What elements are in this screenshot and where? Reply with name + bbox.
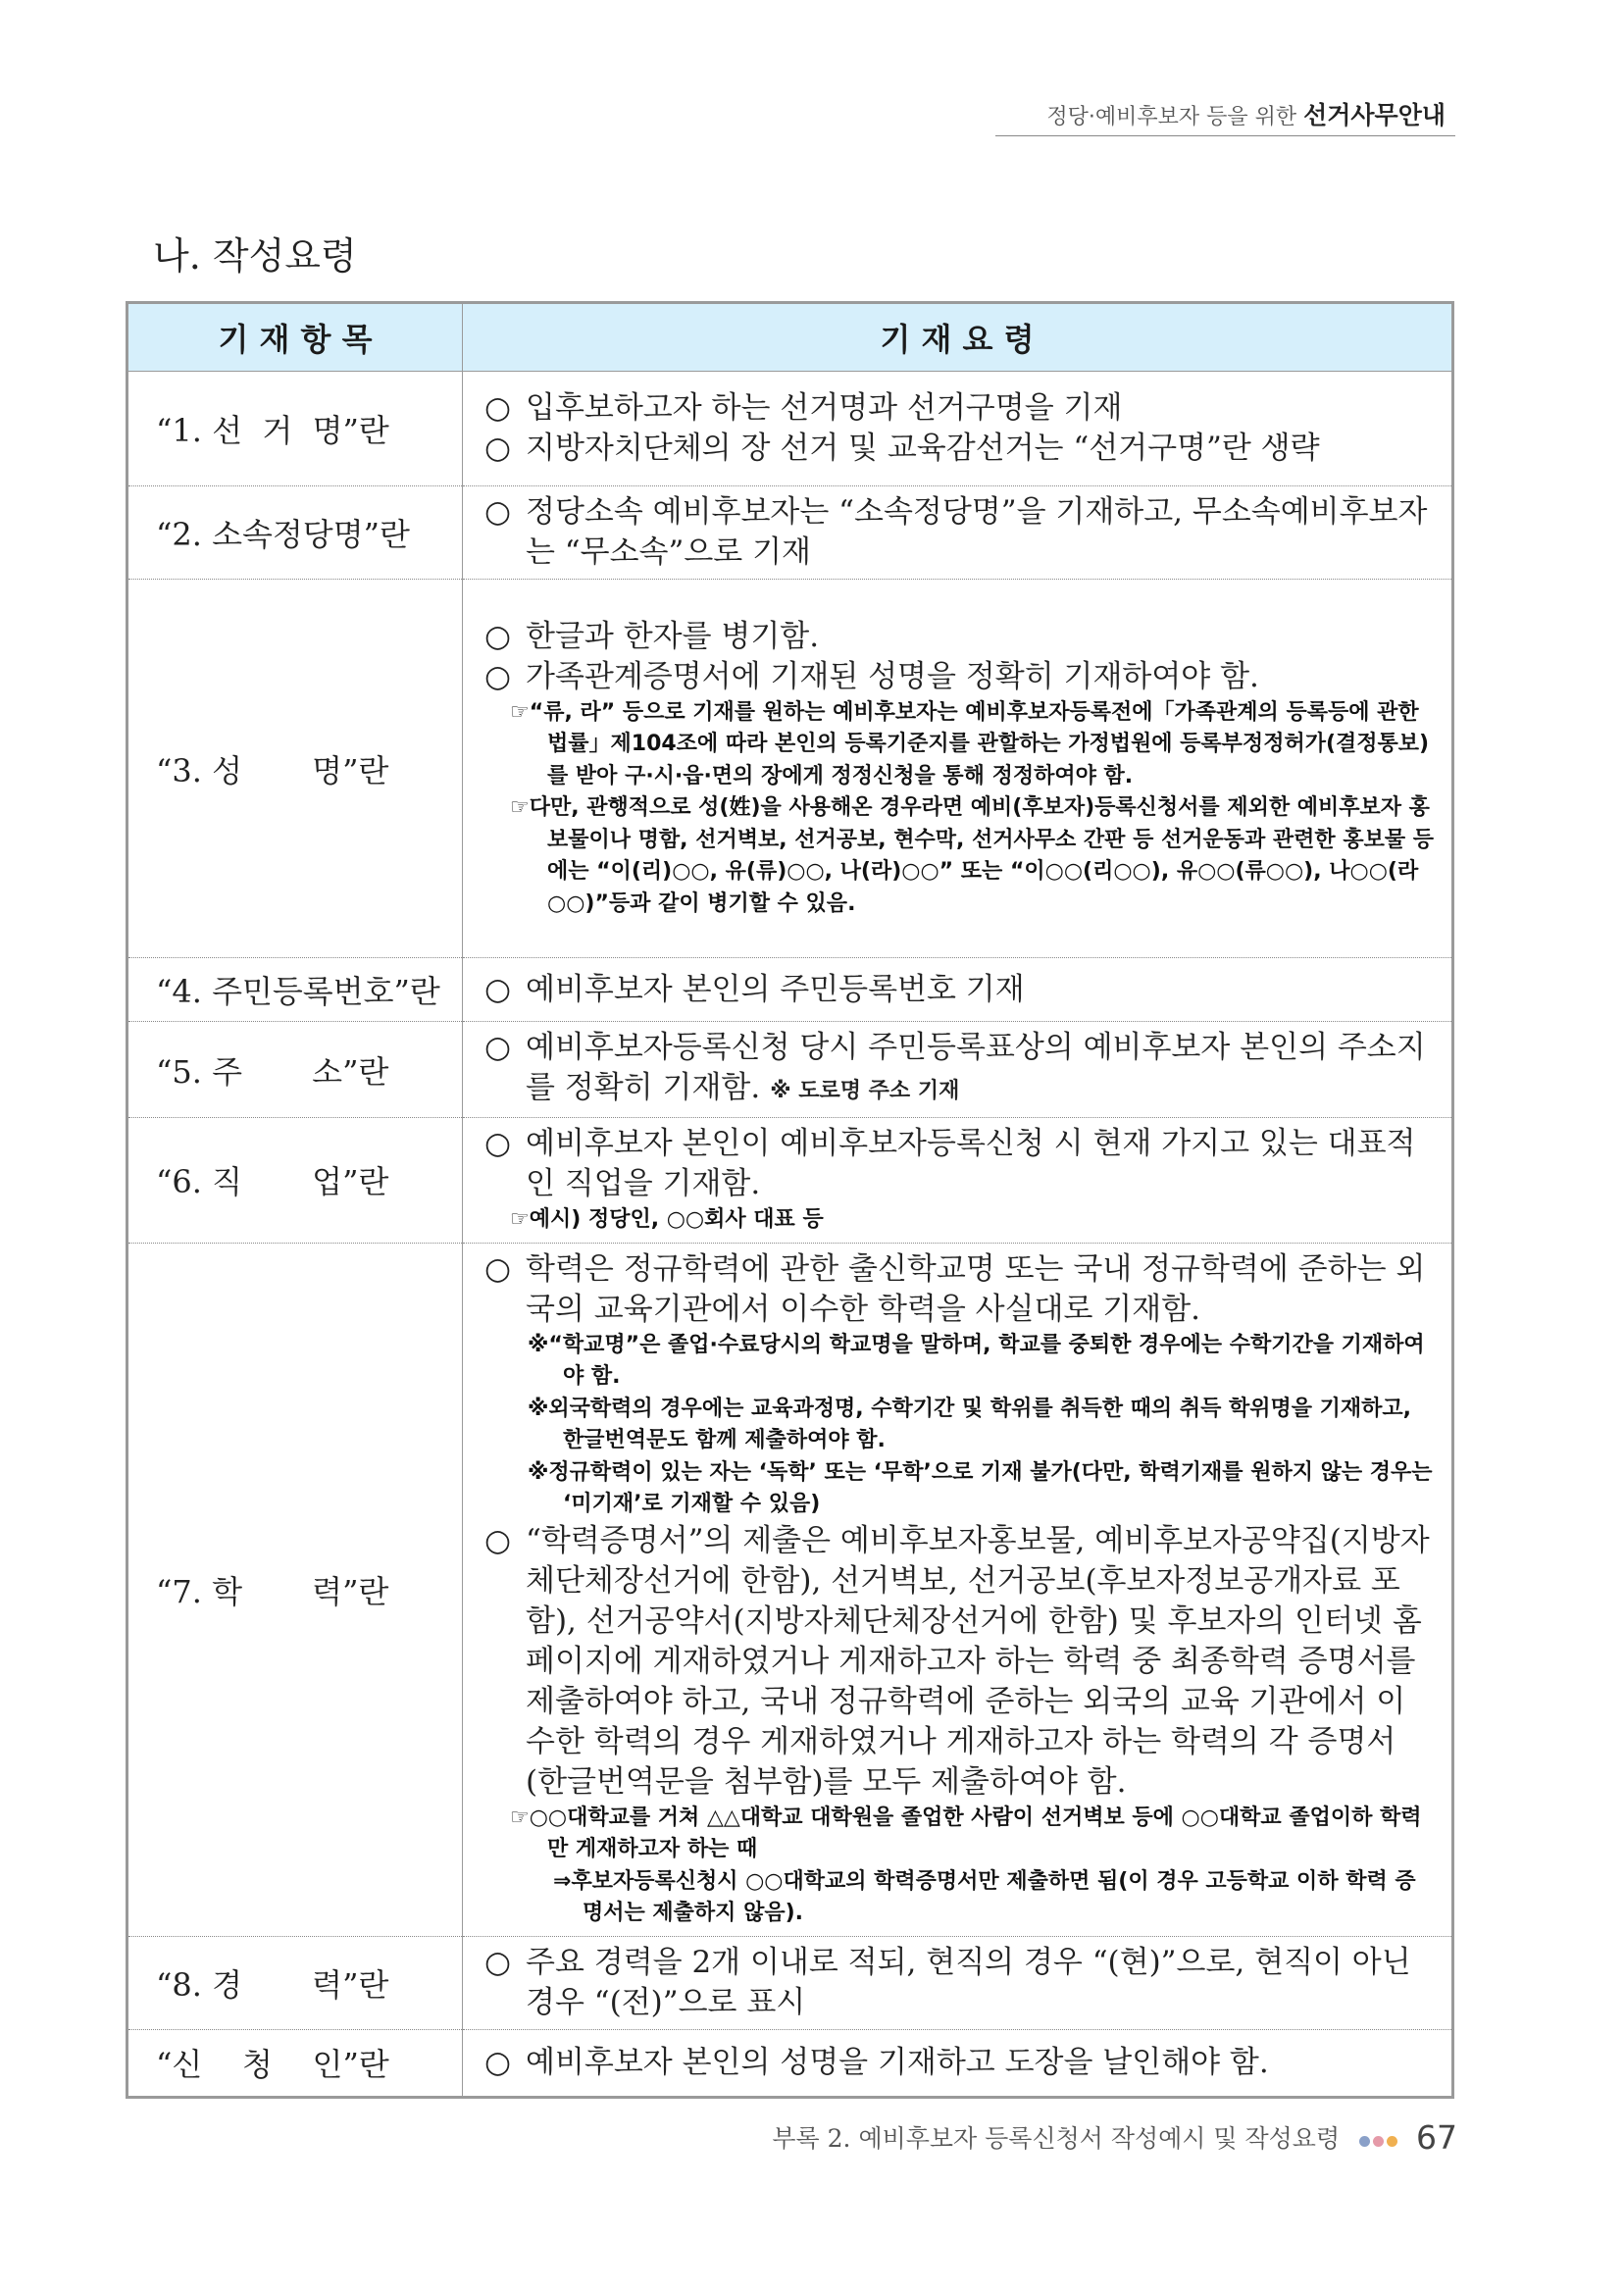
item-label: “3. 성 명”란 [127, 580, 463, 958]
bullet-line [484, 657, 1434, 697]
table-row [127, 1243, 1453, 1936]
guideline-cell [463, 958, 1453, 1022]
example-note [484, 697, 1434, 793]
bullet-line [484, 970, 1434, 1010]
bullet-marker: ○ [484, 494, 512, 530]
line-text: 예시) 정당인, ○○회사 대표 등 [529, 1207, 824, 1232]
line-text: “학교명”은 졸업·수료당시의 학교명을 말하며, 학교를 중퇴한 경우에는 수학기간을 기재하여야 함. [548, 1332, 1425, 1389]
section-title: 나. 작성요령 [153, 234, 357, 278]
footer-text: 부록 2. 예비후보자 등록신청서 작성예시 및 작성요령 [772, 2124, 1341, 2153]
reference-note [484, 1457, 1434, 1521]
line-text: “류, 라” 등으로 기재를 원하는 예비후보자는 예비후보자등록전에「가족관계의 등록등에 관한 법률」제104조에 따라 본인의 등록기준지를 관할하는 가정법원에 등록부정정허가(결정통보)를 받아 구·시·읍·면의 장에게 정정신청을 통해 정정하여야 함. [529, 699, 1430, 788]
finger-pointer-icon: ☞ [510, 1805, 530, 1830]
table-row [127, 958, 1453, 1022]
bullet-marker: ○ [484, 1030, 512, 1065]
reference-mark-icon: ※ [528, 1332, 549, 1357]
reference-mark-icon: ※ [528, 1396, 549, 1421]
bullet-marker: ○ [484, 1944, 512, 1980]
example-note [484, 1204, 1434, 1237]
bullet-line [484, 492, 1434, 573]
road-address-note: ※ 도로명 주소 기재 [770, 1079, 960, 1103]
header-rule [995, 135, 1455, 136]
table-row [127, 1022, 1453, 1118]
line-text: 후보자등록신청시 ○○대학교의 학력증명서만 제출하면 됨(이 경우 고등학교 이하 학력 증명서는 제출하지 않음). [571, 1868, 1416, 1925]
line-text: 입후보하고자 하는 선거명과 선거구명을 기재 [526, 390, 1123, 426]
bullet-marker: ○ [484, 658, 512, 694]
bullet-line [484, 617, 1434, 657]
bullet-marker: ○ [484, 431, 512, 466]
example-note [484, 1803, 1434, 1866]
guideline-cell [463, 1118, 1453, 1244]
finger-pointer-icon: ☞ [510, 699, 530, 725]
column-header-guideline: 기 재 요 령 [463, 303, 1453, 372]
bullet-line [484, 429, 1434, 469]
reference-mark-icon: ※ [528, 1459, 549, 1485]
bullet-line [484, 1028, 1434, 1111]
guideline-cell [463, 372, 1453, 486]
item-label: “6. 직 업”란 [127, 1118, 463, 1244]
running-header [1046, 96, 1446, 131]
item-label: “2. 소속정당명”란 [127, 486, 463, 580]
line-text: 예비후보자 본인의 주민등록번호 기재 [526, 971, 1025, 1007]
arrow-note [484, 1866, 1434, 1930]
bullet-marker: ○ [484, 390, 512, 426]
line-text: 예비후보자등록신청 당시 주민등록표상의 예비후보자 본인의 주소지를 정확히 기재함. [526, 1030, 1426, 1105]
line-text: 예비후보자 본인이 예비후보자등록신청 시 현재 가지고 있는 대표적인 직업을 기재함. [526, 1126, 1416, 1201]
header-title: 선거사무안내 [1303, 101, 1446, 129]
bullet-marker: ○ [484, 618, 512, 654]
table-row [127, 580, 1453, 958]
guideline-cell [463, 2029, 1453, 2097]
line-text: 다만, 관행적으로 성(姓)을 사용해온 경우라면 예비(후보자)등록신청서를 제외한 예비후보자 홍보물이나 명함, 선거벽보, 선거공보, 현수막, 선거사무소 간판 등 선거운동과 관련한 홍보물 등에는 “이(리)○○, 유(류)○○, 나(라)○○” 또는 “이○○(리○○), 유○○(류○○), 나○○(라○○)”등과 같이 병기할 수 있음. [529, 795, 1435, 916]
line-text: 정규학력이 있는 자는 ‘독학’ 또는 ‘무학’으로 기재 불가(다만, 학력기재를 원하지 않는 경우는 ‘미기재’로 기재할 수 있음) [548, 1459, 1433, 1516]
item-label: “4. 주민등록번호”란 [127, 958, 463, 1022]
page-footer [772, 2118, 1457, 2157]
line-text: 한글과 한자를 병기함. [526, 618, 820, 654]
table-row [127, 372, 1453, 486]
item-label: “8. 경 력”란 [127, 1936, 463, 2029]
table-row [127, 2029, 1453, 2097]
bullet-line [484, 1124, 1434, 1204]
bullet-marker: ○ [484, 1522, 512, 1558]
reference-note [484, 1394, 1434, 1457]
finger-pointer-icon: ☞ [510, 795, 530, 821]
guideline-cell [463, 1022, 1453, 1118]
guideline-table [126, 301, 1454, 2099]
example-note [484, 792, 1434, 920]
line-text: 지방자치단체의 장 선거 및 교육감선거는 “선거구명”란 생략 [526, 431, 1320, 466]
bullet-line [484, 1943, 1434, 2023]
header-prefix: 정당·예비후보자 등을 위한 [1046, 105, 1297, 129]
item-label: “신 청 인”란 [127, 2029, 463, 2097]
guideline-cell [463, 1243, 1453, 1936]
arrow-icon: ⇒ [553, 1868, 572, 1894]
line-text: 가족관계증명서에 기재된 성명을 정확히 기재하여야 함. [526, 658, 1259, 694]
table-header-row [127, 303, 1453, 372]
item-label: “5. 주 소”란 [127, 1022, 463, 1118]
finger-pointer-icon: ☞ [510, 1207, 530, 1232]
guideline-cell [463, 1936, 1453, 2029]
bullet-line [484, 2043, 1434, 2083]
item-label: “7. 학 력”란 [127, 1243, 463, 1936]
bullet-marker: ○ [484, 1126, 512, 1161]
line-text: 외국학력의 경우에는 교육과정명, 수학기간 및 학위를 취득한 때의 취득 학위명을 기재하고, 한글번역문도 함께 제출하여야 함. [548, 1396, 1412, 1452]
reference-note [484, 1330, 1434, 1394]
footer-dot [1373, 2136, 1384, 2147]
guideline-cell [463, 486, 1453, 580]
footer-dot [1387, 2136, 1397, 2147]
bullet-line [484, 1249, 1434, 1330]
line-text: 예비후보자 본인의 성명을 기재하고 도장을 날인해야 함. [526, 2044, 1269, 2080]
table-row [127, 1936, 1453, 2029]
footer-dots [1359, 2124, 1400, 2153]
footer-dot [1359, 2136, 1370, 2147]
line-text: 정당소속 예비후보자는 “소속정당명”을 기재하고, 무소속예비후보자는 “무소속”으로 기재 [526, 494, 1428, 570]
bullet-marker: ○ [484, 2044, 512, 2080]
column-header-item: 기 재 항 목 [127, 303, 463, 372]
table-row [127, 1118, 1453, 1244]
page-number: 67 [1416, 2118, 1457, 2157]
bullet-line [484, 1521, 1434, 1803]
line-text: “학력증명서”의 제출은 예비후보자홍보물, 예비후보자공약집(지방자체단체장선거에 한함), 선거벽보, 선거공보(후보자정보공개자료 포함), 선거공약서(지방자체단체장선거에 한함) 및 후보자의 인터넷 홈페이지에 게재하였거나 게재하고자 하는 학력 중 최종학력 증명서를 제출하여야 하고, 국내 정규학력에 준하는 외국의 교육 기관에서 이수한 학력의 경우 게재하였거나 게재하고자 하는 학력의 각 증명서(한글번역문을 첨부함)를 모두 제출하여야 함. [526, 1522, 1430, 1800]
bullet-marker: ○ [484, 1250, 512, 1287]
line-text: 학력은 정규학력에 관한 출신학교명 또는 국내 정규학력에 준하는 외국의 교육기관에서 이수한 학력을 사실대로 기재함. [526, 1250, 1426, 1327]
bullet-marker: ○ [484, 971, 512, 1007]
guideline-cell [463, 580, 1453, 958]
item-label: “1. 선 거 명”란 [127, 372, 463, 486]
line-text: ○○대학교를 거쳐 △△대학교 대학원을 졸업한 사람이 선거벽보 등에 ○○대학교 졸업이하 학력만 게재하고자 하는 때 [529, 1805, 1422, 1861]
line-text: 주요 경력을 2개 이내로 적되, 현직의 경우 “(현)”으로, 현직이 아닌 경우 “(전)”으로 표시 [526, 1944, 1411, 2020]
bullet-line [484, 388, 1434, 429]
table-row [127, 486, 1453, 580]
